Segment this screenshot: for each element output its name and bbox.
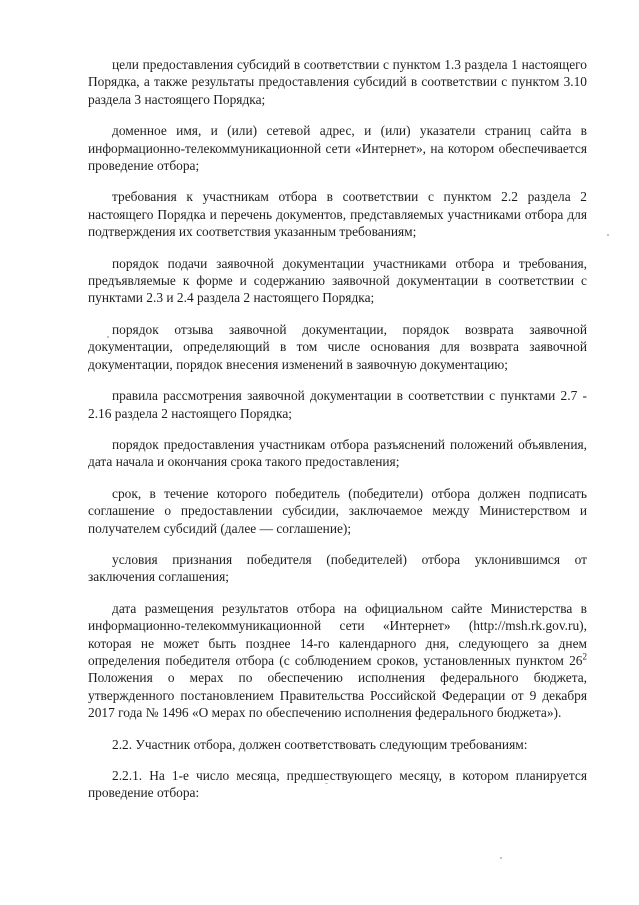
paragraph-9: условия признания победителя (победителей) отбора уклонившимся от заключения соглашения; (88, 551, 587, 585)
section-2-2: 2.2. Участник отбора, должен соответствовать следующим требованиям: (112, 736, 528, 752)
paragraph-7: порядок предоставления участникам отбора разъяснений положений объявления, дата начала и окончания срока такого предоставления; (88, 436, 587, 470)
paragraph-10-superscript: 2 (582, 651, 587, 662)
paragraph-8: срок, в течение которого победитель (победители) отбора должен подписать соглашение о предоставлении субсидии, заключаемое между Министерством и получателем субсидий (далее — соглашение); (88, 485, 587, 536)
paragraph-4: порядок подачи заявочной документации участниками отбора и требования, предъявляемые к форме и содержанию заявочной документации в соответствии с пунктами 2.3 и 2.4 раздела 2 настоящего Порядка; (88, 255, 587, 306)
paragraph-10-text-a: дата размещения результатов отбора на официальном сайте Министерства в информационно-телекоммуникационной сети «Интернет» (http://msh.rk.gov.ru), которая не может быть позднее 14-го календарного дня, следующего за днем определения победителя отбора (с соблюдением сроков, установленных пунктом 26 (88, 600, 587, 668)
paragraph-5: порядок отзыва заявочной документации, порядок возврата заявочной документации, определяющий в том числе основания для возврата заявочной документации, порядок внесения изменений в заявочную документацию; (88, 321, 587, 372)
paragraph-1: цели предоставления субсидий в соответствии с пунктом 1.3 раздела 1 настоящего Порядка, а также результаты предоставления субсидий в соответствии с пунктом 3.10 раздела 3 настоящего Порядка; (88, 57, 587, 107)
paragraph-2: доменное имя, и (или) сетевой адрес, и (или) указатели страниц сайта в информационно-телекоммуникационной сети «Интернет», на котором обеспечивается проведение отбора; (88, 123, 587, 174)
scan-speck (607, 234, 609, 236)
scan-speck (107, 336, 109, 338)
paragraph-6: правила рассмотрения заявочной документации в соответствии с пунктами 2.7 - 2.16 раздела 2 настоящего Порядка; (88, 388, 587, 421)
scan-speck (325, 783, 328, 784)
scan-speck (500, 857, 502, 859)
paragraph-3: требования к участникам отбора в соответствии с пунктом 2.2 раздела 2 настоящего Порядка и перечень документов, представляемых участниками отбора для подтверждения их соответствия указанным требованиям; (88, 189, 587, 240)
paragraph-10 (88, 600, 587, 722)
paragraph-10-text-b: Положения о мерах по обеспечению исполнения федерального бюджета, утвержденного постановлением Правительства Российской Федерации от 9 декабря 2017 года № 1496 «О мерах по обеспечению исполнения федерального бюджета»). (88, 670, 587, 721)
section-2-2-1: 2.2.1. На 1-е число месяца, предшествующего месяцу, в котором планируется проведение отбора: (88, 768, 587, 801)
document-page (88, 56, 587, 816)
